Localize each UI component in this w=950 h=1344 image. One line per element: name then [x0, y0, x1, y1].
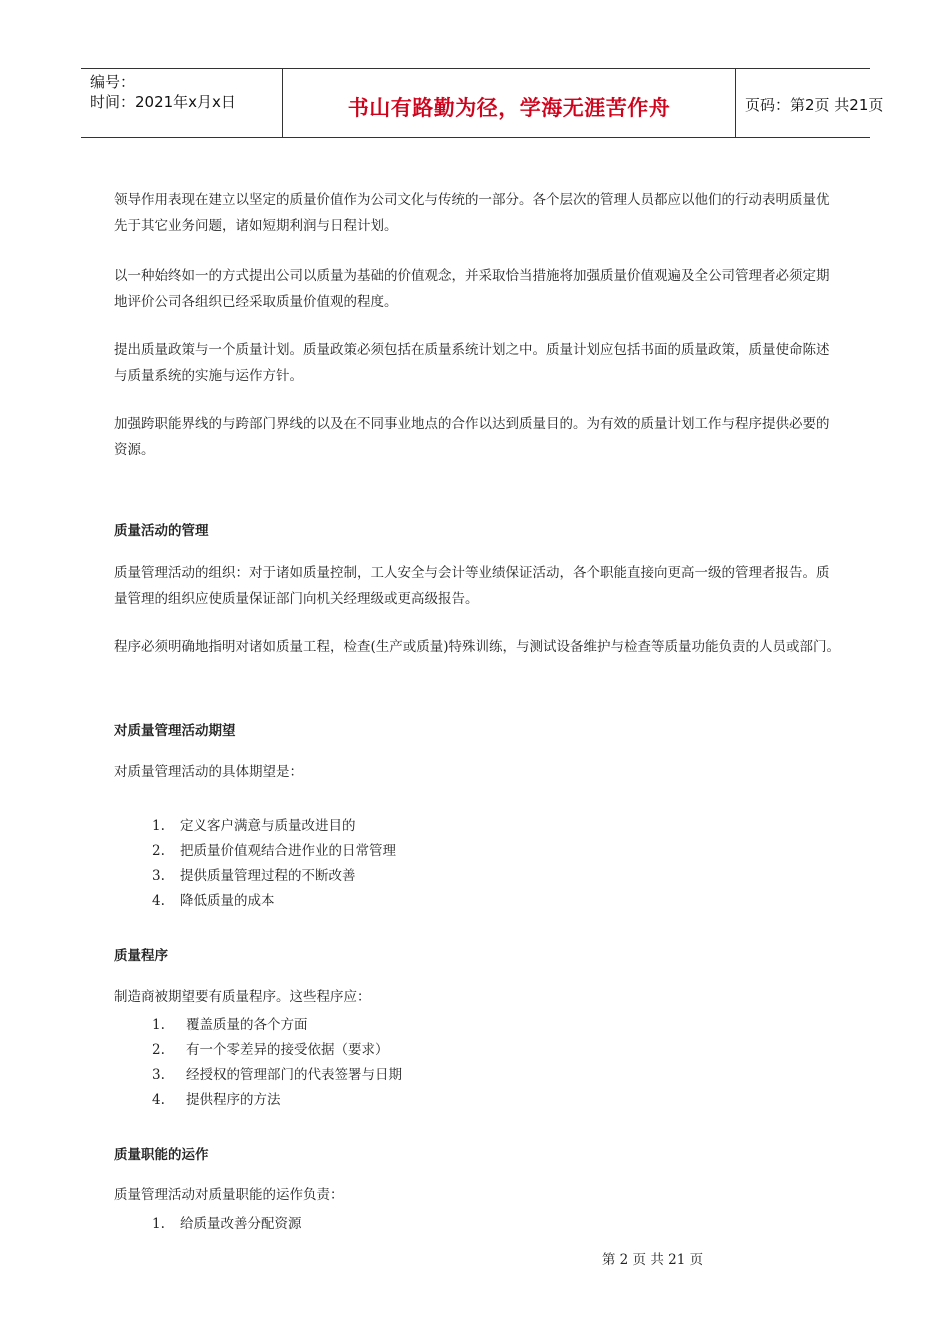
- page-footer: [0, 1248, 950, 1268]
- section-title-function: 质量职能的运作: [114, 1147, 209, 1163]
- list-item: [152, 1063, 402, 1083]
- list-number: 4.: [152, 1092, 165, 1108]
- list-item: [152, 864, 356, 884]
- list-item: [152, 814, 356, 834]
- motto-text: 书山有路勤为径，学海无涯苦作舟: [347, 96, 671, 120]
- list-number: 3.: [152, 868, 165, 884]
- list-item: [152, 839, 396, 859]
- list-number: 1.: [152, 1017, 165, 1033]
- list-text: 覆盖质量的各个方面: [186, 1017, 308, 1033]
- list-number: 1.: [152, 1216, 165, 1232]
- paragraph-mgmt-org: 质量管理活动的组织：对于诸如质量控制，工人安全与会计等业绩保证活动，各个职能直接向更高一级的管理者报告。质量管理的组织应使质量保证部门向机关经理级或更高级报告。: [114, 565, 830, 607]
- list-text: 给质量改善分配资源: [180, 1216, 302, 1232]
- footer-page-number: 第 2 页 共 21 页: [601, 1252, 704, 1268]
- section-title-procedure: 质量程序: [114, 948, 168, 964]
- date-label: 时间：2021年x月x日: [90, 93, 236, 111]
- list-text: 降低质量的成本: [180, 893, 275, 909]
- list-number: 2.: [152, 843, 165, 859]
- expect-intro: 对质量管理活动的具体期望是：: [114, 764, 303, 780]
- list-item: [152, 1212, 302, 1232]
- list-text: 经授权的管理部门的代表签署与日期: [186, 1067, 402, 1083]
- list-number: 2.: [152, 1042, 165, 1058]
- section-title-mgmt: 质量活动的管理: [114, 523, 209, 539]
- header-meta: [81, 69, 282, 137]
- list-text: 有一个零差异的接受依据（要求）: [186, 1042, 389, 1058]
- serial-label: 编号：: [90, 73, 136, 91]
- list-number: 4.: [152, 893, 165, 909]
- section-title-expect: 对质量管理活动期望: [114, 723, 236, 739]
- list-item: [152, 1038, 389, 1058]
- list-number: 3.: [152, 1067, 165, 1083]
- page-header: [81, 68, 884, 138]
- paragraph-cooperation: 加强跨职能界线的与跨部门界线的以及在不同事业地点的合作以达到质量目的。为有效的质量计划工作与程序提供必要的资源。: [114, 416, 830, 458]
- list-text: 提供程序的方法: [186, 1092, 281, 1108]
- list-item: [152, 889, 275, 909]
- paragraph-values: 以一种始终如一的方式提出公司以质量为基础的价值观念，并采取恰当措施将加强质量价值观遍及全公司管理者必须定期地评价公司各组织已经采取质量价值观的程度。: [114, 268, 830, 310]
- procedure-intro: 制造商被期望要有质量程序。这些程序应：: [114, 989, 371, 1005]
- header-page: [736, 69, 884, 137]
- paragraph-mgmt-procedure: 程序必须明确地指明对诸如质量工程，检查(生产或质量)特殊训练，与测试设备维护与检查等质量功能负责的人员或部门。: [114, 639, 841, 655]
- paragraph-policy: 提出质量政策与一个质量计划。质量政策必须包括在质量系统计划之中。质量计划应包括书面的质量政策，质量使命陈述与质量系统的实施与运作方针。: [114, 342, 830, 384]
- list-text: 把质量价值观结合进作业的日常管理: [180, 843, 396, 859]
- list-text: 提供质量管理过程的不断改善: [180, 868, 356, 884]
- paragraph-leadership: 领导作用表现在建立以坚定的质量价值作为公司文化与传统的一部分。各个层次的管理人员都应以他们的行动表明质量优先于其它业务问题，诸如短期利润与日程计划。: [114, 192, 830, 234]
- header-motto: [282, 69, 736, 137]
- list-item: [152, 1013, 308, 1033]
- page-label: 页码：第2页 共21页: [745, 96, 884, 114]
- list-text: 定义客户满意与质量改进目的: [180, 818, 356, 834]
- list-item: [152, 1088, 281, 1108]
- function-intro: 质量管理活动对质量职能的运作负责：: [114, 1187, 344, 1203]
- list-number: 1.: [152, 818, 165, 834]
